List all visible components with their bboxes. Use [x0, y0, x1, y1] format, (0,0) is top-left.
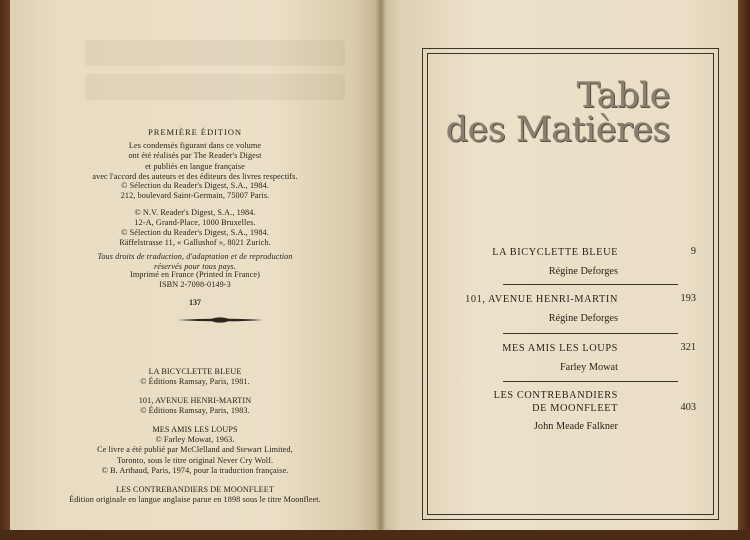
toc-entry-page: 321	[680, 342, 696, 353]
toc-entry-page: 9	[690, 246, 696, 257]
intro-line: avec l'accord des auteurs et des éditeurs des livres respectifs.	[92, 172, 298, 182]
credit-line: Toronto, sous le titre original Never Cry Wolf.	[116, 455, 274, 465]
toc-entry-title: MES AMIS LES LOUPS	[502, 343, 618, 354]
intro-line: et publiés en langue française	[145, 161, 245, 171]
toc-entry-title-line: LES CONTREBANDIERS	[493, 390, 618, 401]
isbn-line: ISBN 2-7098-0149-3	[159, 280, 231, 290]
intro-text	[10, 141, 380, 183]
volume-number: 137	[189, 298, 201, 307]
toc-entry-author: Farley Mowat	[559, 362, 618, 373]
toc-entry-title-line: DE MOONFLEET	[532, 403, 618, 414]
toc-heading-line: des Matières	[445, 110, 670, 150]
toc-entry-page: 193	[680, 293, 696, 304]
credit-line: © Farley Mowat, 1963.	[155, 435, 235, 445]
toc-heading	[430, 76, 670, 150]
copyright-bruxelles	[10, 208, 380, 229]
toc-entry-title: 101, AVENUE HENRI-MARTIN	[465, 294, 618, 305]
toc-entry-author: Régine Deforges	[548, 266, 618, 277]
toc-entry-page: 403	[680, 402, 696, 413]
copyright-line: 12-A, Grand-Place, 1000 Bruxelles.	[134, 218, 256, 228]
credit-line: Ce livre a été publié par McClelland and Stewart Limited,	[97, 445, 293, 455]
toc-heading-line: Table	[576, 76, 670, 116]
copyright-line: Räffelstrasse 11, « Gallushof », 8021 Zurich.	[119, 238, 271, 248]
intro-line: Les condensés figurant dans ce volume	[128, 141, 262, 150]
credit-title: MES AMIS LES LOUPS	[152, 424, 238, 434]
credit-line: © Éditions Ramsay, Paris, 1981.	[140, 377, 250, 387]
book-cover-edge-right	[738, 0, 750, 540]
copyright-line: © N.V. Reader's Digest, S.A., 1984.	[134, 208, 256, 217]
toc-entry-title	[388, 389, 618, 415]
edition-title: PREMIÈRE ÉDITION	[148, 127, 242, 137]
credit-title: 101, AVENUE HENRI-MARTIN	[138, 395, 252, 405]
copyright-line: 212, boulevard Saint-Germain, 75007 Paris.	[120, 191, 270, 201]
copyright-paris	[10, 181, 380, 202]
rights-line: Tous droits de traduction, d'adaptation et de reproduction	[97, 252, 293, 261]
toc-entry-author: John Meade Falkner	[533, 421, 618, 432]
toc-divider	[503, 284, 678, 285]
copyright-zurich	[10, 228, 380, 249]
credit-line: © B. Arthaud, Paris, 1974, pour la traduction française.	[101, 466, 289, 476]
toc-divider	[503, 381, 678, 382]
credit-title: LA BICYCLETTE BLEUE	[148, 367, 242, 376]
toc-entry-title: LA BICYCLETTE BLEUE	[492, 247, 618, 258]
credit-line: Édition originale en langue anglaise parue en 1898 sous le titre Moonfleet.	[69, 495, 321, 505]
ornament-divider-icon	[175, 315, 265, 325]
credit-line: © Éditions Ramsay, Paris, 1983.	[140, 406, 250, 416]
print-line: Imprimé en France (Printed in France)	[130, 270, 260, 279]
copyright-line: © Sélection du Reader's Digest, S.A., 1984.	[121, 181, 269, 190]
print-info	[10, 270, 380, 291]
toc-divider	[503, 333, 678, 334]
book-cover-edge-left	[0, 0, 10, 540]
intro-line: ont été réalisés par The Reader's Digest	[128, 151, 262, 161]
credits-section	[10, 367, 380, 505]
copyright-line: © Sélection du Reader's Digest, S.A., 1984.	[121, 228, 269, 237]
book-cover-edge-bottom	[0, 530, 750, 540]
credit-title: LES CONTREBANDIERS DE MOONFLEET	[116, 484, 274, 494]
rights-line: réservés pour tous pays.	[154, 262, 236, 272]
toc-entry-author: Régine Deforges	[548, 313, 618, 324]
show-through-ghost	[85, 40, 345, 110]
